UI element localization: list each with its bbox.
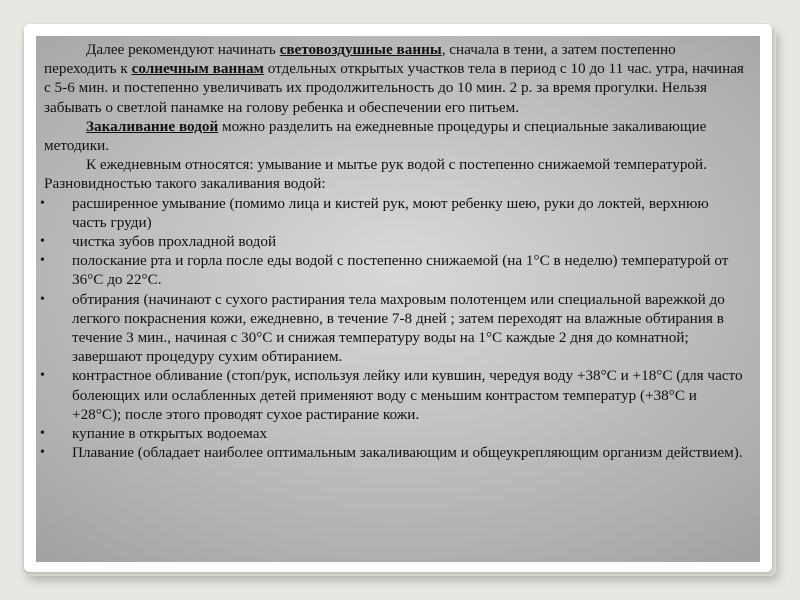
paragraph-text: Далее рекомендуют начинать	[86, 41, 280, 58]
list-item	[40, 194, 746, 232]
bullet-icon: •	[40, 291, 45, 307]
list-item	[40, 251, 746, 289]
list-item-text: чистка зубов прохладной водой	[72, 233, 277, 251]
bullet-icon: •	[40, 253, 45, 269]
paragraph-text: , сначала в тени, а затем постепенно переходить к	[44, 41, 676, 78]
list-item	[40, 232, 746, 251]
list-item	[40, 366, 746, 424]
bullet-icon: •	[40, 426, 45, 442]
list-item-text: обтирания (начинают с сухого растирания тела махровым полотенцем или специальной варежкой до легкого покраснения кожи, ежедневно, в течение 7-8 дней ; затем переходят на влажные обтирания в течение 3 мин., начиная с 30°С и снижая температуру воды на 1°С каждые 2 дня до комнатной; завершают процедуру сухим обтиранием.	[72, 290, 725, 366]
term-water-hardening: Закаливание водой	[86, 117, 219, 135]
list-item	[40, 290, 746, 367]
procedure-list	[40, 194, 746, 463]
list-item-text: полоскание рта и горла после еды водой с постепенно снижаемой (на 1°С в неделю) температурой от 36°С до 22°С.	[72, 252, 729, 289]
paragraph-water-hardening	[44, 117, 746, 155]
paragraph-light-air-baths	[44, 40, 746, 117]
list-item-text: купание в открытых водоемах	[72, 425, 268, 443]
list-item-text: Плавание (обладает наиболее оптимальным закаливающим и общеукрепляющим организм действием).	[72, 444, 743, 462]
paragraph-text: можно разделить на ежедневные процедуры и специальные закаливающие методики.	[44, 117, 707, 155]
list-item-text: расширенное умывание (помимо лица и кистей рук, моют ребенку шею, руки до локтей, верхнюю часть груди)	[72, 194, 709, 231]
list-item	[40, 424, 746, 443]
bullet-icon: •	[40, 368, 45, 384]
term-light-air-baths: световоздушные ванны	[279, 41, 442, 58]
term-sun-baths: солнечным ваннам	[131, 60, 264, 78]
bullet-icon: •	[40, 234, 45, 250]
list-item-text: контрастное обливание (стоп/рук, используя лейку или кувшин, чередуя воду +38°С и +18°С (для часто болеющих или ослабленных детей применяют воду с меньшим контрастом температур (+38°С и +28°С); после этого проводят сухое растирание кожи.	[72, 367, 743, 423]
bullet-icon: •	[40, 195, 45, 211]
bullet-icon: •	[40, 445, 45, 461]
paragraph-text: отдельных открытых участков тела в период с 10 до 11 час. утра, начиная с 5-6 мин. и постепенно увеличивать их продолжительность до 10 мин. 2 р. за время прогулки. Нельзя забывать о светлой панамке на голову ребенка и обеспечении его питьем.	[44, 60, 744, 116]
list-item	[40, 443, 746, 462]
slide-content	[36, 36, 760, 562]
paragraph-daily-procedures: К ежедневным относятся: умывание и мытье рук водой с постепенно снижаемой температурой. Разновидностью такого закаливания водой:	[44, 156, 707, 193]
